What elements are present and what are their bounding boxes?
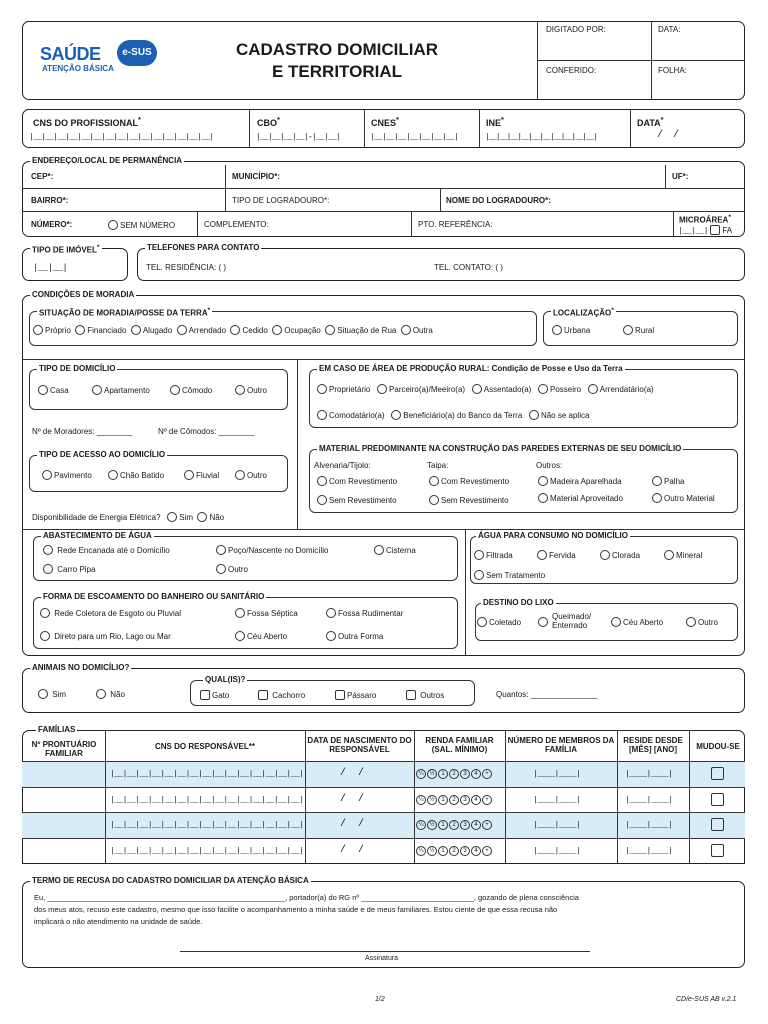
- option-outro-domicilio[interactable]: Outro: [235, 385, 267, 395]
- acesso-title: TIPO DE ACESSO AO DOMICÍLIO: [39, 450, 166, 459]
- option-fossa-rudimentar[interactable]: Fossa Rudimentar: [326, 608, 403, 618]
- option-posseiro[interactable]: Posseiro: [538, 385, 581, 394]
- termo-line3: implicará o não atendimento na unidade de saúde.: [34, 917, 203, 926]
- signature-line[interactable]: [180, 951, 590, 952]
- option-outro-acesso[interactable]: Outro: [235, 470, 267, 480]
- option-fervida[interactable]: Fervida: [537, 550, 576, 560]
- membros-input[interactable]: |____|____|: [533, 770, 581, 779]
- localizacao-title: LOCALIZAÇÃO*: [553, 307, 614, 318]
- radio-icon[interactable]: [108, 220, 118, 230]
- option-rede-encanada[interactable]: Rede Encanada até o Domicílio: [43, 545, 170, 555]
- option-assentado[interactable]: Assentado(a): [472, 385, 532, 394]
- alvenaria-com-rev[interactable]: Com Revestimento: [317, 476, 397, 486]
- cnes-label: CNES*: [371, 115, 399, 128]
- reside-input[interactable]: |____|____|: [625, 847, 673, 856]
- quantos-field[interactable]: Quantos: _______________: [496, 690, 598, 699]
- cns-profissional-label: CNS DO PROFISSIONAL*: [33, 115, 141, 128]
- cbo-label: CBO*: [257, 115, 280, 128]
- form-version: CD/e-SUS AB v.2.1: [676, 996, 737, 1003]
- renda-options[interactable]: ¼ ½ 1 2 3 4 +: [416, 769, 493, 779]
- option-parceiro[interactable]: Parceiro(a)/Meeiro(a): [377, 385, 465, 394]
- uf-label[interactable]: UF*:: [672, 172, 689, 181]
- cns-responsavel-input[interactable]: |__|__|__|__|__|__|__|__|__|__|__|__|__|__|__|: [110, 821, 304, 830]
- cbo-input[interactable]: |__|__|__|__|-|__|__|: [256, 133, 341, 142]
- option-ceu-aberto-lixo[interactable]: Céu Aberto: [611, 617, 663, 627]
- cep-label[interactable]: CEP*:: [31, 172, 54, 181]
- option-arrendado[interactable]: Arrendado: [177, 326, 226, 335]
- option-situacao-rua[interactable]: Situação de Rua: [325, 326, 396, 335]
- rural-title: EM CASO DE ÁREA DE PRODUÇÃO RURAL: Condição de Posse e Uso da Terra: [319, 364, 623, 373]
- nascimento-input[interactable]: / /: [340, 794, 368, 805]
- option-madeira[interactable]: Madeira Aparelhada: [538, 476, 622, 486]
- termo-title: TERMO DE RECUSA DO CADASTRO DOMICILIAR DA ATENÇÃO BÁSICA: [32, 876, 309, 885]
- option-urbana[interactable]: Urbana: [552, 325, 590, 335]
- telefones-title: TELEFONES PARA CONTATO: [147, 243, 260, 252]
- option-casa[interactable]: Casa: [38, 385, 69, 395]
- complemento-label[interactable]: COMPLEMENTO:: [204, 220, 269, 229]
- data-label: DATA:: [658, 25, 681, 34]
- option-outro-abastecimento[interactable]: Outro: [216, 564, 248, 574]
- tipo-imovel-input[interactable]: |__|__|: [33, 263, 68, 273]
- data-input[interactable]: / /: [657, 130, 682, 141]
- cns-responsavel-input[interactable]: |__|__|__|__|__|__|__|__|__|__|__|__|__|__|__|: [110, 847, 304, 856]
- animais-nao[interactable]: Não: [96, 689, 125, 699]
- option-outro-material[interactable]: Outro Material: [652, 493, 715, 503]
- renda-options[interactable]: ¼ ½ 1 2 3 4 +: [416, 846, 493, 856]
- data-atendimento-label: DATA*: [637, 115, 664, 128]
- option-ocupacao[interactable]: Ocupação: [272, 326, 320, 335]
- option-beneficiario[interactable]: Beneficiário(a) do Banco da Terra: [391, 411, 522, 420]
- nascimento-input[interactable]: / /: [340, 845, 368, 856]
- lixo-title: DESTINO DO LIXO: [483, 598, 554, 607]
- abastecimento-title: ABASTECIMENTO DE ÁGUA: [43, 531, 152, 540]
- fa-checkbox[interactable]: [710, 225, 720, 235]
- option-nao-se-aplica[interactable]: Não se aplica: [529, 411, 589, 420]
- form-title-line2: E TERRITORIAL: [271, 62, 403, 81]
- nascimento-input[interactable]: / /: [340, 768, 368, 779]
- option-gato[interactable]: Gato: [200, 690, 229, 700]
- bairro-label[interactable]: BAIRRO*:: [31, 196, 69, 205]
- queimado-label: Queimado/ Enterrado: [552, 612, 592, 630]
- ine-input[interactable]: |__|__|__|__|__|__|__|__|__|__|: [485, 133, 597, 142]
- moradia-section-title: CONDIÇÕES DE MORADIA: [32, 290, 135, 299]
- rural-options-row2: [317, 410, 589, 420]
- cns-profissional-input[interactable]: |__|__|__|__|__|__|__|__|__|__|__|__|__|__|__|: [29, 133, 214, 142]
- alvenaria-sem-rev[interactable]: Sem Revestimento: [317, 495, 397, 505]
- num-moradores-field[interactable]: Nº de Moradores: ________: [32, 427, 133, 436]
- option-fossa-septica[interactable]: Fossa Séptica: [235, 608, 298, 618]
- cnes-input[interactable]: |__|__|__|__|__|__|__|: [370, 133, 459, 142]
- membros-input[interactable]: |____|____|: [533, 796, 581, 805]
- nascimento-input[interactable]: / /: [340, 819, 368, 830]
- microarea-label: MICROÁREA*: [679, 214, 731, 225]
- option-queimado[interactable]: [538, 617, 550, 627]
- option-filtrada[interactable]: Filtrada: [474, 550, 513, 560]
- option-cisterna[interactable]: Cisterna: [374, 545, 416, 555]
- reside-input[interactable]: |____|____|: [625, 821, 673, 830]
- option-cachorro[interactable]: Cachorro: [258, 690, 305, 700]
- option-mineral[interactable]: Mineral: [664, 550, 702, 560]
- option-pavimento[interactable]: Pavimento: [42, 470, 92, 480]
- option-fluvial[interactable]: Fluvial: [184, 470, 219, 480]
- option-comodo[interactable]: Cômodo: [170, 385, 212, 395]
- option-proprio[interactable]: Próprio: [33, 326, 71, 335]
- mudou-checkbox[interactable]: [711, 793, 724, 806]
- situacao-title: SITUAÇÃO DE MORADIA/POSSE DA TERRA*: [39, 307, 211, 318]
- option-rede-coletora[interactable]: Rede Coletora de Esgoto ou Pluvial: [40, 608, 181, 618]
- folha-label: FOLHA:: [658, 66, 687, 75]
- col-mudou: MUDOU-SE: [696, 742, 740, 751]
- form-title-line1: CADASTRO DOMICILIAR: [235, 40, 439, 59]
- alvenaria-label: Alvenaria/Tijolo:: [314, 461, 371, 470]
- taipa-com-rev[interactable]: Com Revestimento: [429, 476, 509, 486]
- renda-options[interactable]: ¼ ½ 1 2 3 4 +: [416, 795, 493, 805]
- col-renda: RENDA FAMILIAR (SAL. MÍNIMO): [425, 736, 494, 754]
- cns-responsavel-input[interactable]: |__|__|__|__|__|__|__|__|__|__|__|__|__|__|__|: [110, 796, 304, 805]
- tipo-domicilio-title: TIPO DE DOMICÍLIO: [39, 364, 116, 373]
- material-title: MATERIAL PREDOMINANTE NA CONSTRUÇÃO DAS PAREDES EXTERNAS DE SEU DOMICÍLIO: [319, 444, 682, 453]
- pto-referencia-label[interactable]: PTO. REFERÊNCIA:: [418, 220, 493, 229]
- option-ceu-aberto-escoamento[interactable]: Céu Aberto: [235, 631, 287, 641]
- tipo-logradouro-label[interactable]: TIPO DE LOGRADOURO*:: [232, 196, 330, 205]
- tipo-imovel-title: TIPO DE IMÓVEL*: [32, 244, 100, 255]
- option-poco[interactable]: Poço/Nascente no Domicílio: [216, 545, 329, 555]
- option-palha[interactable]: Palha: [652, 476, 684, 486]
- escoamento-title: FORMA DE ESCOAMENTO DO BANHEIRO OU SANITÁRIO: [43, 592, 265, 601]
- option-carro-pipa[interactable]: Carro Pipa: [43, 564, 95, 574]
- col-reside: RESIDE DESDE [MÊS] [ANO]: [623, 736, 683, 754]
- address-section-title: ENDEREÇO/LOCAL DE PERMANÊNCIA: [32, 156, 183, 165]
- energia-nao[interactable]: Não: [197, 513, 224, 522]
- option-sem-tratamento[interactable]: Sem Tratamento: [474, 570, 545, 580]
- option-rural[interactable]: Rural: [623, 325, 654, 335]
- mudou-checkbox[interactable]: [711, 844, 724, 857]
- conferido-label: CONFERIDO:: [546, 66, 597, 75]
- taipa-label: Taipa:: [427, 461, 449, 470]
- outros-label: Outros:: [536, 461, 563, 470]
- mudou-checkbox[interactable]: [711, 767, 724, 780]
- option-direto-rio[interactable]: Direto para um Rio, Lago ou Mar: [40, 631, 171, 641]
- option-cedido[interactable]: Cedido: [230, 326, 267, 335]
- option-apartamento[interactable]: Apartamento: [92, 385, 150, 395]
- numero-label[interactable]: NÚMERO*:: [31, 220, 73, 229]
- animais-title: ANIMAIS NO DOMICÍLIO?: [32, 663, 130, 672]
- reside-input[interactable]: |____|____|: [625, 770, 673, 779]
- rural-options-row1: [317, 384, 654, 394]
- esus-logo: e-SUS: [117, 40, 157, 66]
- renda-options[interactable]: ¼ ½ 1 2 3 4 +: [416, 820, 493, 830]
- col-membros: NÚMERO DE MEMBROS DA FAMÍLIA: [507, 736, 615, 754]
- option-outros-animais[interactable]: Outros: [406, 690, 444, 700]
- termo-line2: dos meus atos, recuso este cadastro, mesmo que isso facilite o acompanhamento a minha saúde e de meus familiares. Estou ciente de que essa recusa não: [34, 905, 558, 914]
- col-nascimento: DATA DE NASCIMENTO DO RESPONSÁVEL: [307, 736, 412, 754]
- quais-title: QUAL(IS)?: [205, 675, 246, 684]
- logo-text: SAÚDE: [40, 44, 101, 64]
- assinatura-label: Assinatura: [365, 955, 399, 962]
- option-financiado[interactable]: Financiado: [75, 326, 126, 335]
- option-coletado[interactable]: Coletado: [477, 617, 521, 627]
- reside-input[interactable]: |____|____|: [625, 796, 673, 805]
- option-outro-lixo[interactable]: Outro: [686, 617, 718, 627]
- energia-question: Disponibilidade de Energia Elétrica? Sim Não: [32, 513, 225, 522]
- situacao-options: [33, 325, 433, 335]
- page-number: 1/2: [375, 996, 385, 1003]
- option-alugado[interactable]: Alugado: [131, 326, 172, 335]
- mudou-checkbox[interactable]: [711, 818, 724, 831]
- cns-responsavel-input[interactable]: |__|__|__|__|__|__|__|__|__|__|__|__|__|__|__|: [110, 770, 304, 779]
- digitado-por-label: DIGITADO POR:: [546, 25, 606, 34]
- microarea-input[interactable]: |__|__| FA: [678, 226, 733, 236]
- agua-title: ÁGUA PARA CONSUMO NO DOMICÍLIO: [478, 531, 628, 540]
- option-material-aproveitado[interactable]: Material Aproveitado: [538, 493, 623, 503]
- nome-logradouro-label[interactable]: NOME DO LOGRADOURO*:: [446, 196, 551, 205]
- option-comodatario[interactable]: Comodatário(a): [317, 411, 385, 420]
- col-prontuario: Nº PRONTUÁRIO FAMILIAR: [31, 740, 97, 758]
- option-outra[interactable]: Outra: [401, 326, 433, 335]
- familias-title: FAMÍLIAS: [38, 725, 76, 734]
- option-clorada[interactable]: Clorada: [600, 550, 640, 560]
- tel-residencia-input[interactable]: TEL. RESIDÊNCIA: ( ): [146, 263, 227, 272]
- termo-line1: Eu, _________________________________________________________, portador(a) do RG nº ___________________________, gozando de plena consciência: [34, 893, 579, 902]
- option-proprietario[interactable]: Proprietário: [317, 385, 370, 394]
- option-passaro[interactable]: Pássaro: [335, 690, 376, 700]
- membros-input[interactable]: |____|____|: [533, 847, 581, 856]
- logo-subtitle: ATENÇÃO BÁSICA: [42, 64, 114, 73]
- col-cns: CNS DO RESPONSÁVEL**: [154, 742, 256, 751]
- num-comodos-field[interactable]: Nº de Cômodos: ________: [158, 427, 255, 436]
- tel-contato-input[interactable]: TEL. CONTATO: ( ): [434, 263, 503, 272]
- taipa-sem-rev[interactable]: Sem Revestimento: [429, 495, 509, 505]
- animais-sim[interactable]: Sim: [38, 689, 66, 699]
- sem-numero-option[interactable]: SEM NÚMERO: [108, 220, 175, 230]
- ine-label: INE*: [486, 115, 504, 128]
- municipio-label[interactable]: MUNICÍPIO*:: [232, 172, 281, 181]
- option-chao-batido[interactable]: Chão Batido: [108, 470, 164, 480]
- energia-sim[interactable]: Sim: [167, 513, 193, 522]
- option-outra-forma[interactable]: Outra Forma: [326, 631, 383, 641]
- option-arrendatario[interactable]: Arrendatário(a): [588, 385, 654, 394]
- membros-input[interactable]: |____|____|: [533, 821, 581, 830]
